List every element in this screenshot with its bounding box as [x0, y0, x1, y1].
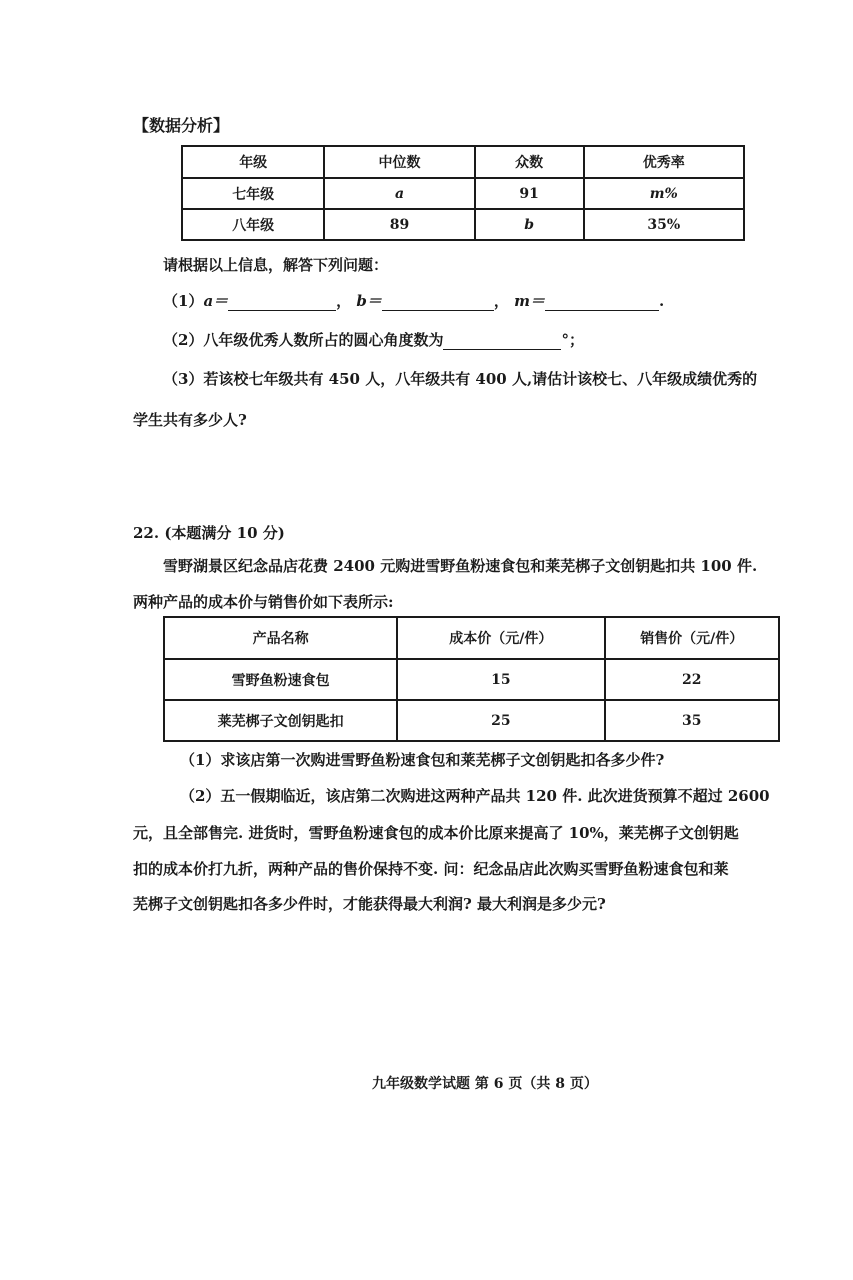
stats-header-mode: 众数 [475, 146, 584, 178]
problem-22-intro-2: 两种产品的成本价与销售价如下表所示: [133, 593, 394, 611]
table-cell: 雪野鱼粉速食包 [164, 659, 397, 700]
table-cell: 七年级 [182, 178, 324, 209]
question-3-line-2: 学生共有多少人? [133, 411, 247, 429]
question-1-number: （1） [163, 292, 204, 310]
problem-22-question-2-line-3: 扣的成本价打九折，两种产品的售价保持不变. 问：纪念品店此次购买雪野鱼粉速食包和莱 [133, 860, 729, 878]
separator: ， [493, 292, 509, 310]
a-answer-blank[interactable] [228, 294, 336, 311]
stats-table [181, 145, 745, 241]
end-punctuation: . [659, 292, 665, 310]
stats-header-excellence-rate: 优秀率 [584, 146, 744, 178]
table-row [164, 659, 779, 700]
degree-suffix: °； [561, 331, 584, 349]
table-cell: 89 [324, 209, 474, 240]
product-header-price: 销售价（元/件） [605, 617, 779, 659]
table-cell: 22 [605, 659, 779, 700]
question-2-line [163, 330, 584, 350]
problem-22-question-2-line-4: 芜梆子文创钥匙扣各多少件时，才能获得最大利润? 最大利润是多少元? [133, 895, 606, 913]
a-label: a＝ [203, 292, 229, 310]
problem-22-question-2-line-1: （2）五一假期临近，该店第二次购进这两种产品共 120 件. 此次进货预算不超过 2600 [180, 787, 770, 805]
product-header-cost: 成本价（元/件） [397, 617, 604, 659]
problem-22-header: 22. (本题满分 10 分) [133, 524, 285, 542]
table-cell: a [324, 178, 474, 209]
table-cell: 15 [397, 659, 604, 700]
table-cell: m% [584, 178, 744, 209]
stats-header-grade: 年级 [182, 146, 324, 178]
question-2-text: （2）八年级优秀人数所占的圆心角度数为 [163, 331, 444, 349]
table-cell: 35% [584, 209, 744, 240]
product-price-table [163, 616, 780, 742]
question-1-line [163, 291, 664, 311]
table-cell: b [475, 209, 584, 240]
problem-22-question-2-line-2: 元，且全部售完. 进货时，雪野鱼粉速食包的成本价比原来提高了 10%，莱芜梆子文创钥匙 [133, 824, 739, 842]
b-label: b＝ [356, 292, 382, 310]
table-row [182, 178, 744, 209]
instruction-text: 请根据以上信息，解答下列问题： [163, 256, 389, 274]
table-row [164, 700, 779, 741]
problem-22-intro-1: 雪野湖景区纪念品店花费 2400 元购进雪野鱼粉速食包和莱芜梆子文创钥匙扣共 100 件. [163, 557, 758, 575]
page-footer: 九年级数学试题 第 6 页（共 8 页） [372, 1076, 598, 1092]
question-3-line-1: （3）若该校七年级共有 450 人，八年级共有 400 人,请估计该校七、八年级成绩优秀的 [163, 370, 758, 388]
angle-answer-blank[interactable] [443, 333, 561, 350]
stats-table-header-row [182, 146, 744, 178]
table-cell: 八年级 [182, 209, 324, 240]
product-header-name: 产品名称 [164, 617, 397, 659]
table-cell: 91 [475, 178, 584, 209]
stats-header-median: 中位数 [324, 146, 474, 178]
product-table-header-row [164, 617, 779, 659]
m-label: m＝ [514, 292, 546, 310]
table-cell: 莱芜梆子文创钥匙扣 [164, 700, 397, 741]
table-row [182, 209, 744, 240]
m-answer-blank[interactable] [545, 294, 659, 311]
separator: ， [336, 292, 352, 310]
table-cell: 35 [605, 700, 779, 741]
b-answer-blank[interactable] [382, 294, 494, 311]
section-heading: 【数据分析】 [133, 116, 230, 135]
table-cell: 25 [397, 700, 604, 741]
problem-22-question-1: （1）求该店第一次购进雪野鱼粉速食包和莱芜梆子文创钥匙扣各多少件? [180, 751, 665, 769]
